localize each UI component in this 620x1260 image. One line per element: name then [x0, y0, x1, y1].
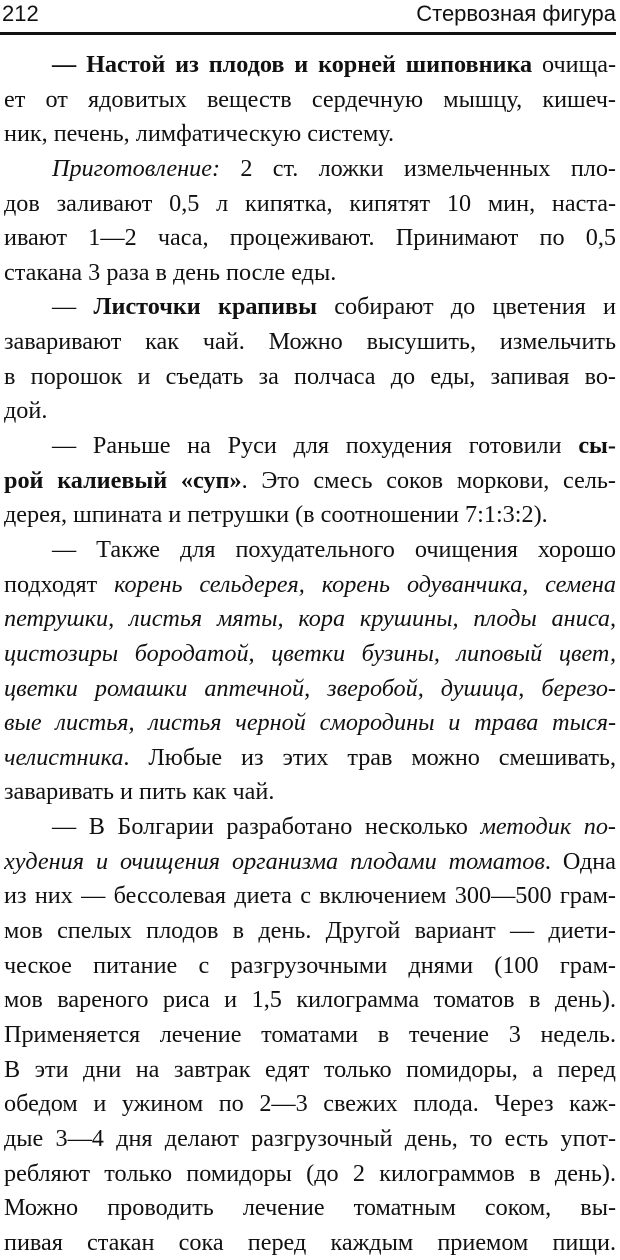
text-line	[4, 117, 616, 152]
text-line	[4, 672, 616, 707]
body-text	[4, 48, 616, 1260]
italic-text: Приготовление:	[52, 154, 221, 182]
text-line	[4, 1226, 616, 1260]
text-run: дов заливают 0,5 л кипятка, кипятят 10 мин, наста-	[4, 189, 616, 217]
text-line	[4, 983, 616, 1018]
italic-text: вые листья, листья черной смородины и трава тыся-	[4, 709, 616, 737]
text-line	[4, 325, 616, 360]
text-run: . Одна	[544, 847, 616, 875]
italic-text: корень сельдерея, корень одуванчика, семена	[114, 570, 616, 598]
text-line	[4, 741, 616, 776]
text-line	[4, 914, 616, 949]
text-line	[4, 637, 616, 672]
text-run: —	[52, 293, 94, 321]
paragraph	[4, 533, 616, 810]
text-run: заваривают как чай. Можно высушить, измельчить	[4, 328, 616, 356]
running-title: Стервозная фигура	[416, 1, 616, 26]
text-line	[4, 1018, 616, 1053]
text-run: дерея, шпината и петрушки (в соотношении 7:1:3:2).	[4, 501, 548, 529]
text-run: заваривать и пить как чай.	[4, 778, 275, 806]
text-line	[4, 949, 616, 984]
text-run: дой.	[4, 397, 48, 425]
text-run: стакана 3 раза в день после еды.	[4, 258, 337, 286]
text-run: ет от ядовитых веществ сердечную мышцу, кишеч-	[4, 85, 616, 113]
text-line	[4, 256, 616, 291]
paragraph	[4, 290, 616, 429]
text-line	[4, 1191, 616, 1226]
text-line	[4, 83, 616, 118]
italic-text: петрушки, листья мяты, кора крушины, плоды аниса,	[4, 605, 616, 633]
text-line	[4, 394, 616, 429]
paragraph	[4, 429, 616, 533]
text-line	[4, 464, 616, 499]
text-line	[4, 498, 616, 533]
text-line	[4, 1087, 616, 1122]
header-rule	[0, 32, 616, 35]
text-run: В эти дни на завтрак едят только помидоры, а перед	[4, 1055, 616, 1083]
text-run: подходят	[4, 570, 115, 598]
text-run: . Это смесь соков моркови, сель-	[241, 466, 616, 494]
italic-text: худения и очищения организма плодами томатов	[4, 847, 545, 875]
text-run: — В Болгарии разработано несколько	[52, 813, 481, 841]
text-run: собирают до цветения и	[317, 293, 616, 321]
text-run: ребляют только помидоры (до 2 килограммов в день).	[4, 1159, 616, 1187]
text-line	[4, 221, 616, 256]
text-line	[4, 845, 616, 880]
text-line	[4, 533, 616, 568]
page-number: 212	[2, 1, 39, 26]
text-line	[4, 187, 616, 222]
text-run: мов вареного риса и 1,5 килограмма томатов в день).	[4, 986, 616, 1014]
bold-text: сы-	[578, 432, 616, 460]
bold-text: Листочки крапивы	[93, 293, 317, 321]
text-line	[4, 602, 616, 637]
text-line	[4, 775, 616, 810]
text-line	[4, 1053, 616, 1088]
paragraph	[4, 810, 616, 1260]
page-header	[0, 0, 620, 34]
text-line	[4, 48, 616, 83]
text-line	[4, 1122, 616, 1157]
text-line	[4, 429, 616, 464]
text-line	[4, 810, 616, 845]
bold-text: — Настой из плодов и корней шиповника	[52, 51, 533, 78]
text-run: . Любые из этих трав можно смешивать,	[123, 743, 616, 771]
text-run: Можно проводить лечение томатным соком, вы-	[4, 1194, 616, 1222]
italic-text: челистника	[4, 743, 124, 771]
text-line	[4, 360, 616, 395]
text-line	[4, 290, 616, 325]
text-run: очища-	[532, 51, 616, 78]
text-run: — Раньше на Руси для похудения готовили	[52, 432, 579, 460]
italic-text: цветки ромашки аптечной, зверобой, душица, березо-	[4, 674, 616, 702]
text-run: дые 3—4 дня делают разгрузочный день, то есть упот-	[4, 1124, 616, 1152]
text-run: в порошок и съедать за полчаса до еды, запивая во-	[4, 362, 616, 390]
bold-text: рой калиевый «суп»	[4, 466, 242, 494]
text-line	[4, 879, 616, 914]
text-run: из них — бессолевая диета с включением 300—500 грам-	[4, 882, 616, 910]
text-run: ник, печень, лимфатическую систему.	[4, 120, 394, 148]
text-run: ивают 1—2 часа, процеживают. Принимают по 0,5	[4, 224, 616, 252]
text-run: 2 ст. ложки измельченных пло-	[220, 154, 616, 182]
italic-text: цистозиры бородатой, цветки бузины, липовый цвет,	[4, 639, 616, 667]
text-run: Применяется лечение томатами в течение 3 недель.	[4, 1020, 616, 1048]
italic-text: методик по-	[480, 813, 616, 841]
paragraph	[4, 48, 616, 152]
text-run: пивая стакан сока перед каждым приемом пищи.	[4, 1228, 616, 1256]
paragraph	[4, 152, 616, 291]
text-run: ческое питание с разгрузочными днями (100 грам-	[4, 951, 616, 979]
text-line	[4, 568, 616, 603]
text-line	[4, 152, 616, 187]
text-run: обедом и ужином по 2—3 свежих плода. Через каж-	[4, 1090, 616, 1118]
text-run: мов спелых плодов в день. Другой вариант — диети-	[4, 917, 616, 945]
text-line	[4, 706, 616, 741]
text-run: — Также для похудательного очищения хорошо	[52, 535, 616, 563]
text-line	[4, 1157, 616, 1192]
